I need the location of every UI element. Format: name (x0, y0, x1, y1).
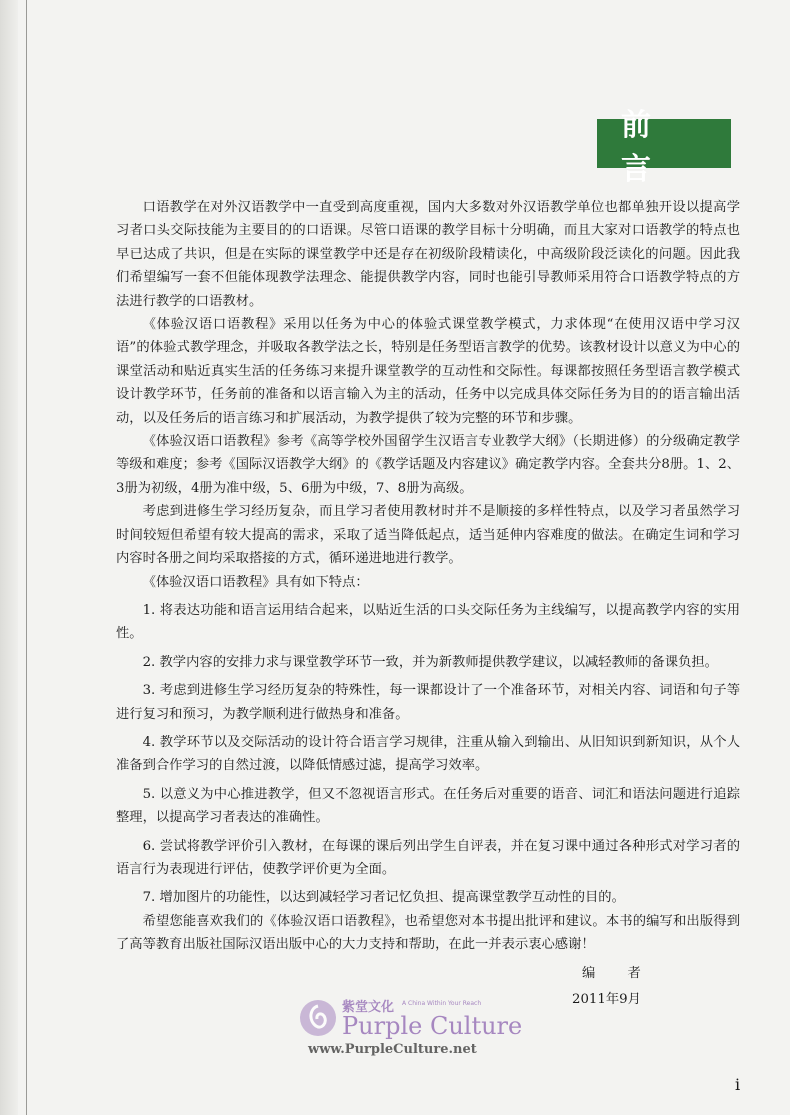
paragraph-3: 《体验汉语口语教程》参考《高等学校外国留学生汉语言专业教学大纲》（长期进修）的分级确定教学等级和难度；参考《国际汉语教学大纲》的《教学话题及内容建议》确定教学内容。全套共分8册。1、2、3册为初级，4册为准中级，5、6册为中级，7、8册为高级。 (116, 434, 740, 496)
paragraph-5: 《体验汉语口语教程》具有如下特点： (142, 574, 369, 590)
page-edge-shadow (0, 0, 18, 1115)
page-number: i (735, 1075, 741, 1094)
page-margin-line (26, 0, 27, 1115)
feature-item-7: 7. 增加图片的功能性，以达到减轻学习者记忆负担、提高课堂教学互动性的目的。 (142, 890, 625, 906)
signature-author: 编 者 (582, 966, 655, 981)
paragraph-2: 《体验汉语口语教程》采用以任务为中心的体验式课堂教学模式，力求体现“在使用汉语中学习汉语”的体验式教学理念，并吸取各教学法之长，特别是任务型语言教学的优势。该教材设计以意义为中心的课堂活动和贴近真实生活的任务练习来提升课堂教学的互动性和交际性。每课都按照任务型语言教学模式设计教学环节，任务前的准备和以语言输入为主的活动，任务中以完成具体交际任务为目的的语言输出活动，以及任务后的语言练习和扩展活动，为教学提供了较为完整的环节和步骤。 (116, 317, 740, 426)
page-title: 前 言 (597, 119, 731, 168)
purple-culture-logo-icon (298, 998, 338, 1038)
preface-body (116, 196, 740, 957)
feature-item-5: 5. 以意义为中心推进教学，但又不忽视语言形式。在任务后对重要的语音、词汇和语法问题进行追踪整理，以提高学习者表达的准确性。 (116, 786, 740, 826)
feature-item-2: 2. 教学内容的安排力求与课堂教学环节一致，并为新教师提供教学建议，以减轻教师的备课负担。 (142, 654, 718, 670)
feature-item-6: 6. 尝试将教学评价引入教材，在每课的课后列出学生自评表，并在复习课中通过各种形式对学习者的语言行为表现进行评估，使教学评价更为全面。 (116, 838, 740, 877)
feature-item-4: 4. 教学环节以及交际活动的设计符合语言学习规律，注重从输入到输出、从旧知识到新知识，从个人准备到合作学习的自然过渡，以降低情感过滤，提高学习效率。 (116, 734, 740, 774)
watermark-tagline: A China Within Your Reach (402, 1000, 482, 1007)
closing-paragraph: 希望您能喜欢我们的《体验汉语口语教程》，也希望您对本书提出批评和建议。本书的编写和出版得到了高等教育出版社国际汉语出版中心的大力支持和帮助，在此一并表示衷心感谢！ (116, 913, 740, 953)
feature-item-3: 3. 考虑到进修生学习经历复杂的特殊性，每一课都设计了一个准备环节，对相关内容、词语和句子等进行复习和预习，为教学顺利进行做热身和准备。 (116, 683, 740, 722)
paragraph-4: 考虑到进修生学习经历复杂，而且学习者使用教材时并不是顺接的多样性特点，以及学习者虽然学习时间较短但希望有较大提高的需求，采取了适当降低起点，适当延伸内容难度的做法。在确定生词和学习内容时各册之间均采取搭接的方式，循环递进地进行教学。 (116, 504, 740, 567)
paragraph-1: 口语教学在对外汉语教学中一直受到高度重视，国内大多数对外汉语教学单位也都单独开设以提高学习者口头交际技能为主要目的的口语课。尽管口语课的教学目标十分明确，而且大家对口语教学的特点也早已达成了共识，但是在实际的课堂教学中还是存在初级阶段精读化，中高级阶段泛读化的问题。因此我们希望编写一套不但能体现教学法理念、能提供教学内容，同时也能引导教师采用符合口语教学特点的方法进行教学的口语教材。 (116, 200, 740, 309)
watermark-english: Purple Culture (342, 1012, 523, 1040)
watermark-chinese: 紫堂文化 (342, 1000, 395, 1015)
watermark (298, 992, 523, 1062)
signature-date: 2011年9月 (572, 992, 641, 1007)
feature-item-1: 1. 将表达功能和语言运用结合起来，以贴近生活的口头交际任务为主线编写，以提高教学内容的实用性。 (116, 602, 740, 642)
watermark-url: www.PurpleCulture.net (308, 1042, 477, 1057)
